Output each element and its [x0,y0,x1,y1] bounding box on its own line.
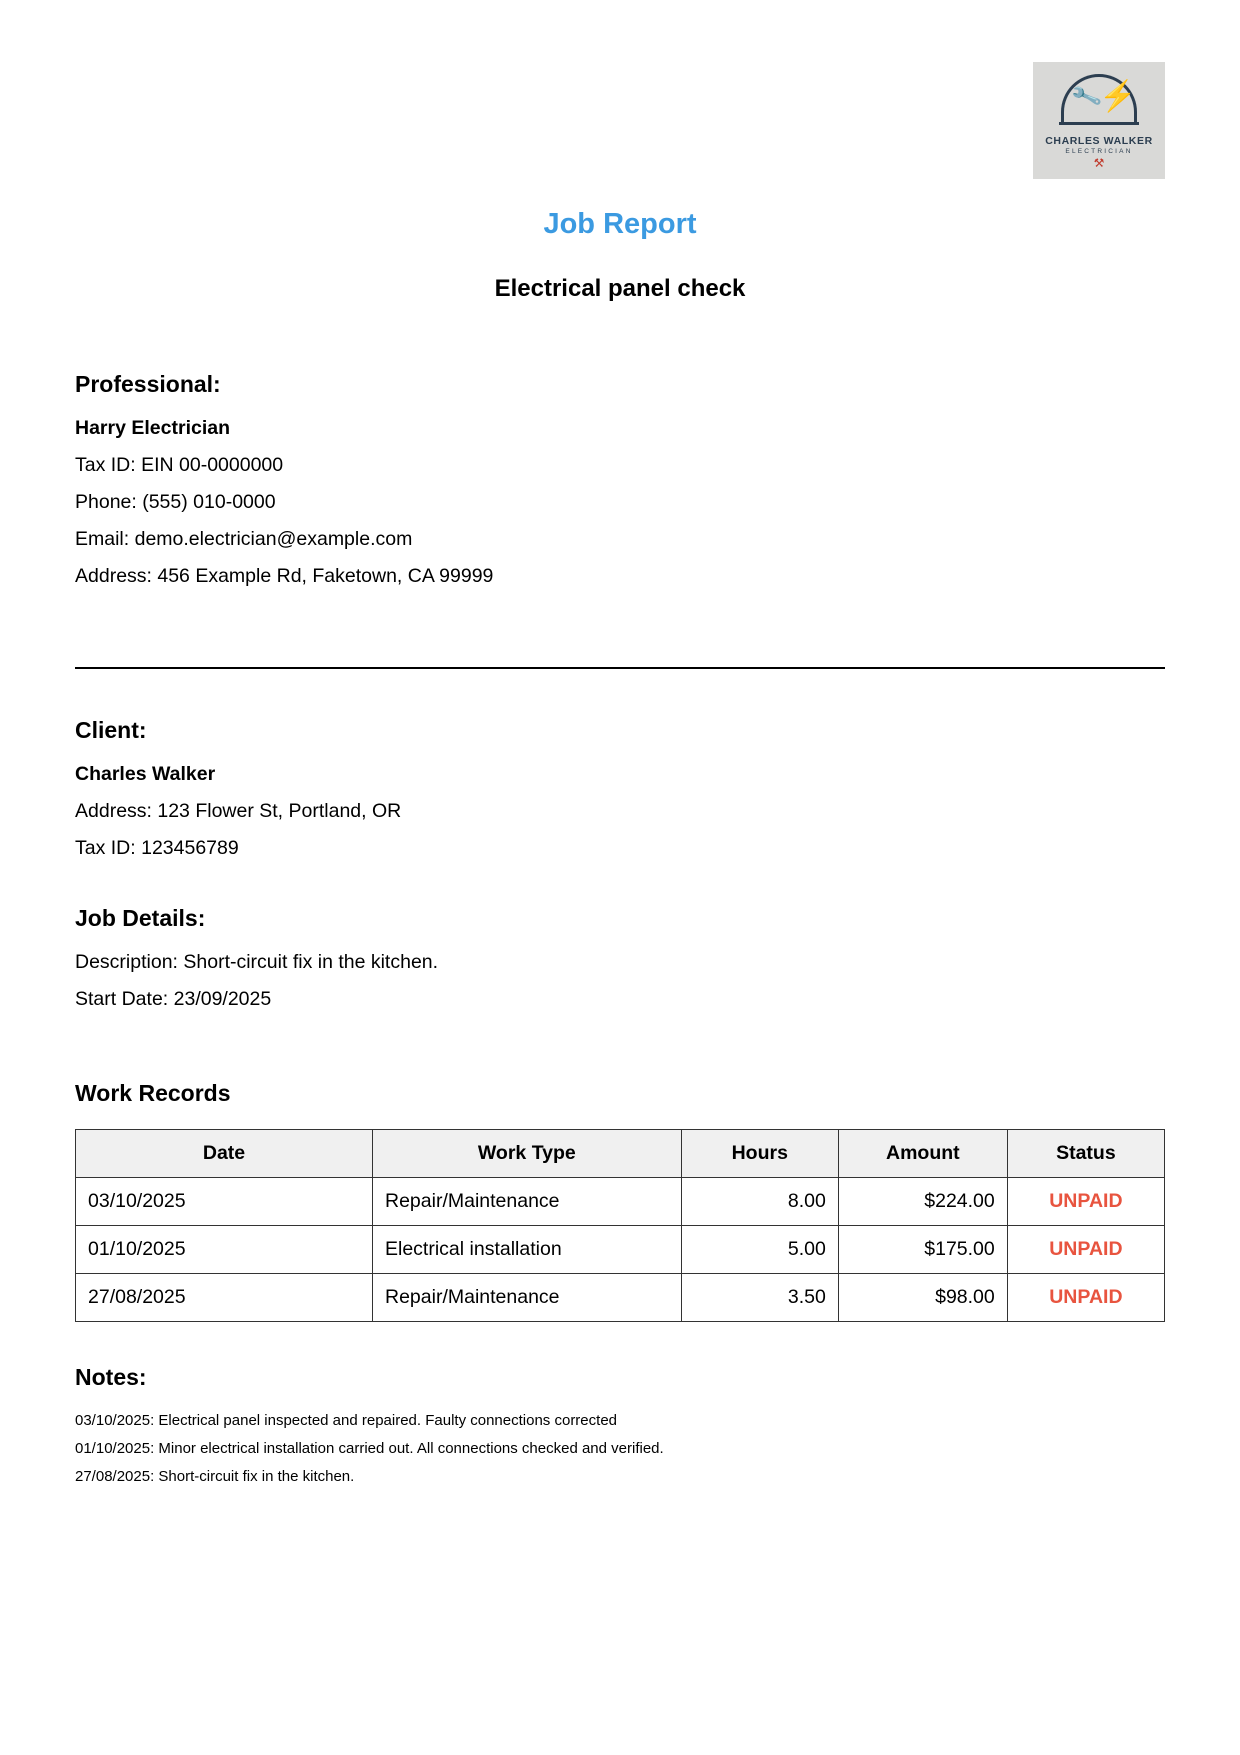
cell-hours: 3.50 [681,1274,838,1322]
status-badge: UNPAID [1007,1226,1164,1274]
job-details-heading: Job Details: [75,905,206,931]
professional-address: Address: 456 Example Rd, Faketown, CA 99999 [75,565,494,587]
cell-amount: $98.00 [838,1274,1007,1322]
table-row [76,1274,1165,1322]
work-records-section [75,1080,1165,1322]
status-badge: UNPAID [1007,1178,1164,1226]
column-header-date: Date [76,1130,373,1178]
professional-section [75,371,1165,595]
page-subtitle: Electrical panel check [494,275,746,302]
client-heading: Client: [75,717,147,743]
lightning-bolt-icon: ⚡ [1099,80,1137,113]
section-divider [75,667,1165,669]
logo-bar-shape [1059,122,1139,125]
table-row [76,1226,1165,1274]
job-description: Description: Short-circuit fix in the kitchen. [75,951,439,973]
professional-phone: Phone: (555) 010-0000 [75,491,276,513]
logo-company-name: CHARLES WALKER [1045,135,1153,147]
client-section [75,717,1165,867]
cell-date: 01/10/2025 [76,1226,373,1274]
table-header-row [76,1130,1165,1178]
client-name: Charles Walker [75,763,216,785]
status-badge: UNPAID [1007,1274,1164,1322]
professional-email: Email: demo.electrician@example.com [75,528,413,550]
note-line: 03/10/2025: Electrical panel inspected and repaired. Faulty connections corrected [75,1412,617,1429]
cell-amount: $175.00 [838,1226,1007,1274]
company-logo [1033,62,1165,179]
note-line: 27/08/2025: Short-circuit fix in the kitchen. [75,1468,355,1485]
cell-amount: $224.00 [838,1178,1007,1226]
column-header-work-type: Work Type [373,1130,682,1178]
note-line: 01/10/2025: Minor electrical installation carried out. All connections checked and verified. [75,1440,664,1457]
cell-work-type: Repair/Maintenance [373,1274,682,1322]
page-title: Job Report [543,208,697,240]
work-records-heading: Work Records [75,1080,231,1106]
cell-work-type: Repair/Maintenance [373,1178,682,1226]
notes-section [75,1364,1165,1491]
table-row [76,1178,1165,1226]
logo-company-subtitle: ELECTRICIAN [1065,148,1133,155]
cell-hours: 5.00 [681,1226,838,1274]
job-start-date: Start Date: 23/09/2025 [75,988,272,1010]
cell-hours: 8.00 [681,1178,838,1226]
client-tax-id: Tax ID: 123456789 [75,837,239,859]
cell-date: 03/10/2025 [76,1178,373,1226]
job-details-section [75,905,1165,1018]
wrench-icon: 🔧 [1069,80,1104,113]
cell-date: 27/08/2025 [76,1274,373,1322]
column-header-status: Status [1007,1130,1164,1178]
professional-tax-id: Tax ID: EIN 00-0000000 [75,454,284,476]
plug-icon: ⚒ [1093,156,1105,170]
logo-artwork [1053,72,1145,134]
professional-heading: Professional: [75,371,221,397]
column-header-hours: Hours [681,1130,838,1178]
client-address: Address: 123 Flower St, Portland, OR [75,800,402,822]
professional-name: Harry Electrician [75,417,231,439]
work-records-table [75,1129,1165,1322]
cell-work-type: Electrical installation [373,1226,682,1274]
notes-heading: Notes: [75,1364,147,1390]
column-header-amount: Amount [838,1130,1007,1178]
